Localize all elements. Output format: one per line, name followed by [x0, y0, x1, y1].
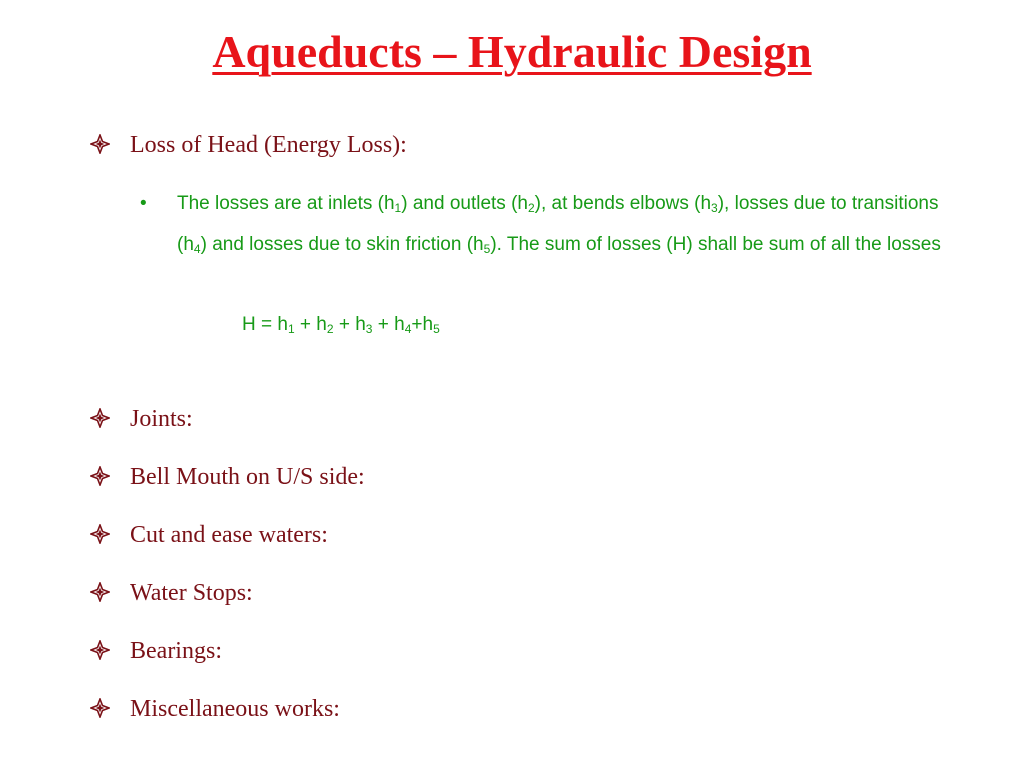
diamond-bullet-icon	[90, 466, 110, 486]
sub-bullet-losses	[140, 183, 970, 265]
bullet-label: Bearings:	[130, 638, 222, 664]
sub-bullet-text: The losses are at inlets $(h_1)$ and outlets $(h_2)$, at bends elbows $(h_3)$, losses due to transitions $(h_4)$ and losses due to skin friction $(h_5)$. The sum of losses (H) shall be sum of all the losses	[177, 193, 941, 256]
bullet-label: Miscellaneous works:	[130, 696, 340, 722]
sub-bullet-marker: •	[140, 193, 147, 214]
bullet-joints	[90, 404, 193, 434]
bullet-label: Water Stops:	[130, 580, 253, 606]
bullet-label: Bell Mouth on U/S side:	[130, 464, 365, 490]
bullet-water-stops	[90, 578, 253, 608]
slide-title: Aqueducts – Hydraulic Design	[212, 26, 812, 77]
diamond-bullet-icon	[90, 582, 110, 602]
diamond-bullet-icon	[90, 640, 110, 660]
diamond-bullet-icon	[90, 408, 110, 428]
bullet-loss-of-head	[90, 130, 407, 160]
diamond-bullet-icon	[90, 698, 110, 718]
diamond-bullet-icon	[90, 134, 110, 154]
bullet-label: Joints:	[130, 406, 193, 432]
bullet-bell-mouth	[90, 462, 365, 492]
bullet-miscellaneous-works	[90, 694, 340, 724]
bullet-label: Loss of Head (Energy Loss):	[130, 132, 407, 158]
diamond-bullet-icon	[90, 524, 110, 544]
bullet-label: Cut and ease waters:	[130, 522, 328, 548]
bullet-cut-and-ease-waters	[90, 520, 328, 550]
formula-total-loss: $H = h_1 + h_2 + h_3 + h_4+h_5$	[242, 314, 440, 336]
bullet-bearings	[90, 636, 222, 666]
